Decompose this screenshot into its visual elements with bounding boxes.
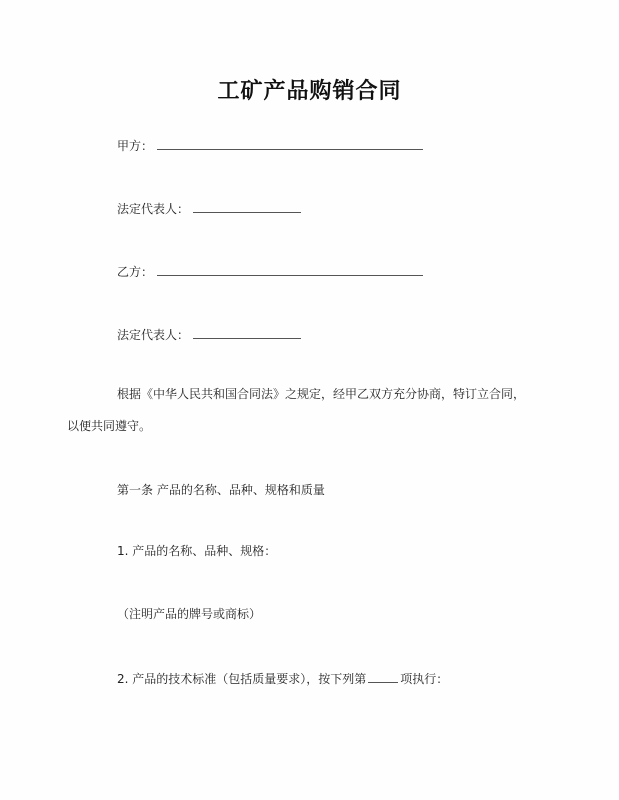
party-a-rep-line bbox=[117, 199, 301, 217]
item-2-text-before: 2. 产品的技术标准（包括质量要求），按下列第 bbox=[117, 672, 367, 686]
party-b-rep-label: 法定代表人： bbox=[117, 328, 190, 342]
preamble-line-2: 以便共同遵守。 bbox=[67, 419, 152, 433]
article-1-item-2 bbox=[117, 669, 448, 687]
item-2-text-after: 项执行： bbox=[400, 672, 449, 686]
party-b-rep-line bbox=[117, 325, 301, 343]
document-title: 工矿产品购销合同 bbox=[217, 79, 402, 104]
party-b-label: 乙方： bbox=[117, 265, 154, 279]
party-b-rep-blank[interactable] bbox=[193, 325, 301, 339]
party-a-rep-label: 法定代表人： bbox=[117, 202, 190, 216]
party-a-label: 甲方： bbox=[117, 139, 154, 153]
party-a-blank[interactable] bbox=[157, 136, 423, 150]
item-2-blank[interactable] bbox=[368, 669, 398, 683]
party-a-rep-blank[interactable] bbox=[193, 199, 301, 213]
party-a-line bbox=[117, 136, 423, 154]
article-1-note: （注明产品的牌号或商标） bbox=[117, 607, 262, 621]
preamble-line-1: 根据《中华人民共和国合同法》之规定，经甲乙双方充分协商，特订立合同， bbox=[117, 387, 526, 401]
party-b-blank[interactable] bbox=[157, 262, 423, 276]
article-1-heading: 第一条 产品的名称、品种、规格和质量 bbox=[117, 483, 325, 497]
party-b-line bbox=[117, 262, 423, 280]
article-1-item-1: 1. 产品的名称、品种、规格： bbox=[117, 544, 277, 558]
